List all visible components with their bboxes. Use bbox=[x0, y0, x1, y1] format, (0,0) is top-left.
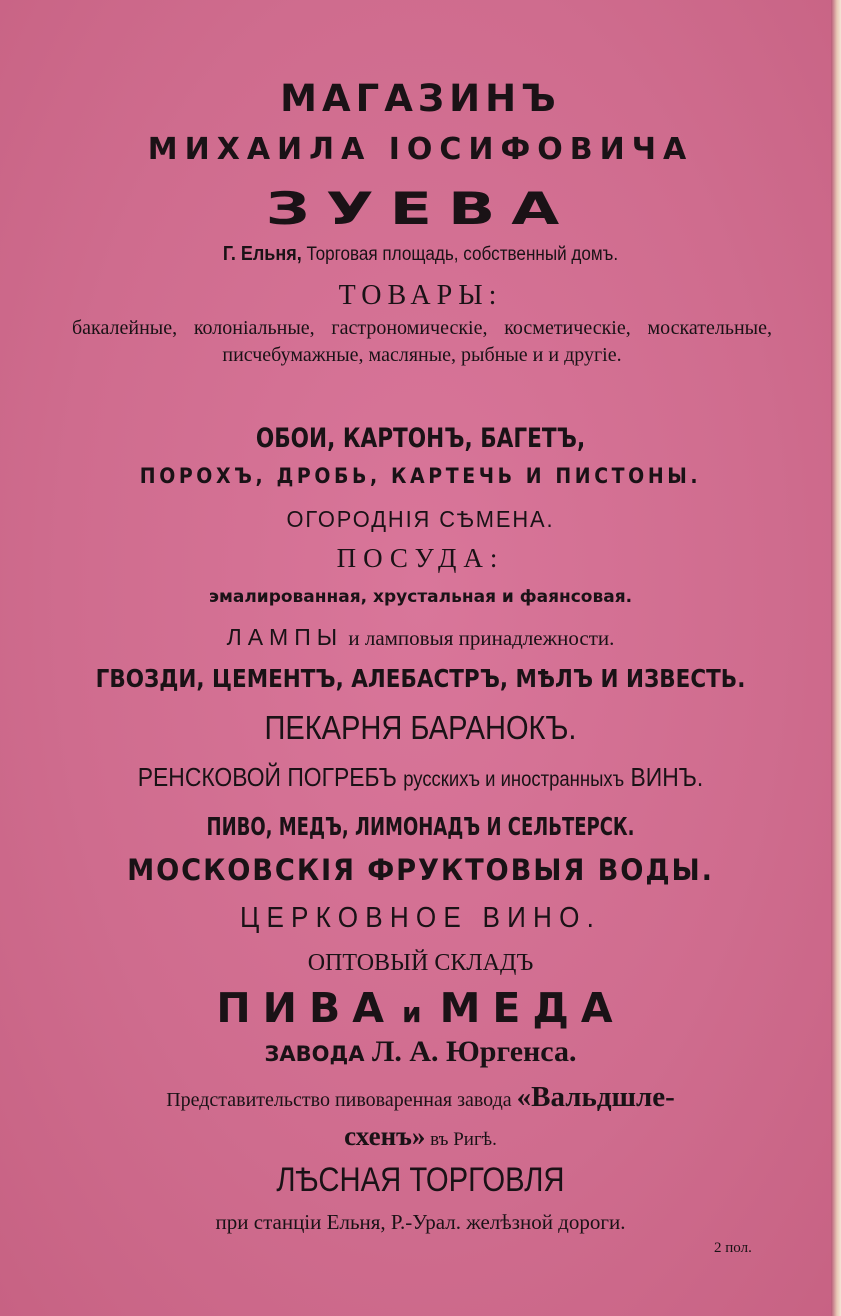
shop-heading: МАГАЗИНЪ bbox=[280, 77, 561, 120]
bakery-line: ПЕКАРНЯ БАРАНОКЪ. bbox=[264, 709, 577, 746]
goods-list: бакалейные, колоніальные, гастрономическіе, косметическіе, москательные, писчебумажные, масляные, рыбные и и другіе. bbox=[72, 317, 772, 366]
beer-word: ПИВА bbox=[216, 984, 396, 1032]
church-wine-line: ЦЕРКОВНОЕ ВИНО. bbox=[239, 902, 602, 934]
goods-heading: ТОВАРЫ: bbox=[338, 280, 503, 311]
wine-cellar-origin: русскихъ и иностранныхъ bbox=[403, 768, 625, 791]
gunpowder-line: ПОРОХЪ, ДРОБЬ, КАРТЕЧЬ И ПИСТОНЫ. bbox=[139, 464, 702, 488]
wine-cellar-line bbox=[50, 764, 790, 790]
dishes-heading: ПОСУДА: bbox=[336, 543, 505, 573]
riga-text: въ Ригѣ. bbox=[430, 1129, 497, 1150]
lamps-line bbox=[0, 626, 841, 649]
seeds-line: ОГОРОДНІЯ СѢМЕНА. bbox=[286, 506, 555, 532]
timber-trade-line: ЛѢСНАЯ ТОРГОВЛЯ bbox=[276, 1161, 565, 1199]
warehouse-line: ОПТОВЫЙ СКЛАДЪ bbox=[307, 950, 534, 976]
and-word: и bbox=[401, 996, 422, 1029]
address bbox=[42, 244, 799, 264]
nails-line: ГВОЗДИ, ЦЕМЕНТЪ, АЛЕБАСТРЪ, МѢЛЪ И ИЗВЕСТЬ. bbox=[95, 664, 746, 693]
moscow-waters-line: МОСКОВСКІЯ ФРУКТОВЫЯ ВОДЫ. bbox=[127, 853, 714, 887]
owner-surname: ЗУЕВА bbox=[265, 182, 576, 235]
lamps-accessories: и ламповыя принадлежности. bbox=[348, 626, 615, 650]
lamps-word: ЛАМПЫ bbox=[226, 624, 344, 650]
brewery-name-part2: схенъ» bbox=[344, 1121, 426, 1151]
address-details: Торговая площадь, собственный домъ. bbox=[306, 244, 619, 265]
page-note: 2 пол. bbox=[714, 1240, 752, 1256]
brewery-word: ЗАВОДА bbox=[264, 1042, 365, 1066]
wine-cellar-wines: ВИНЪ. bbox=[630, 762, 704, 792]
dishes-types: эмалированная, хрустальная и фаянсовая. bbox=[208, 587, 633, 607]
honey-word: МЕДА bbox=[439, 984, 625, 1032]
beer-honey-heading bbox=[0, 984, 841, 1032]
brewery-owner: Л. А. Юргенса. bbox=[372, 1035, 577, 1068]
brewery-line bbox=[0, 1037, 841, 1067]
owner-name: МИХАИЛА ІОСИФОВИЧА bbox=[147, 132, 694, 167]
beer-honey-line: ПИВО, МЕДЪ, ЛИМОНАДЪ И СЕЛЬТЕРСК. bbox=[206, 812, 635, 841]
brewery-name-part1: «Вальдшле- bbox=[516, 1081, 675, 1113]
representation-line bbox=[0, 1083, 841, 1112]
station-line: при станціи Ельня, Р.-Урал. желѣзной дороги. bbox=[215, 1210, 626, 1234]
wallpaper-line: ОБОИ, КАРТОНЪ, БАГЕТЪ, bbox=[255, 423, 586, 454]
wine-cellar-title: РЕНСКОВОЙ ПОГРЕБЪ bbox=[137, 762, 397, 792]
representation-text: Представительство пивоваренная завода bbox=[166, 1089, 512, 1111]
address-city: Г. Ельня, bbox=[222, 243, 302, 265]
representation-line-2 bbox=[0, 1123, 841, 1150]
